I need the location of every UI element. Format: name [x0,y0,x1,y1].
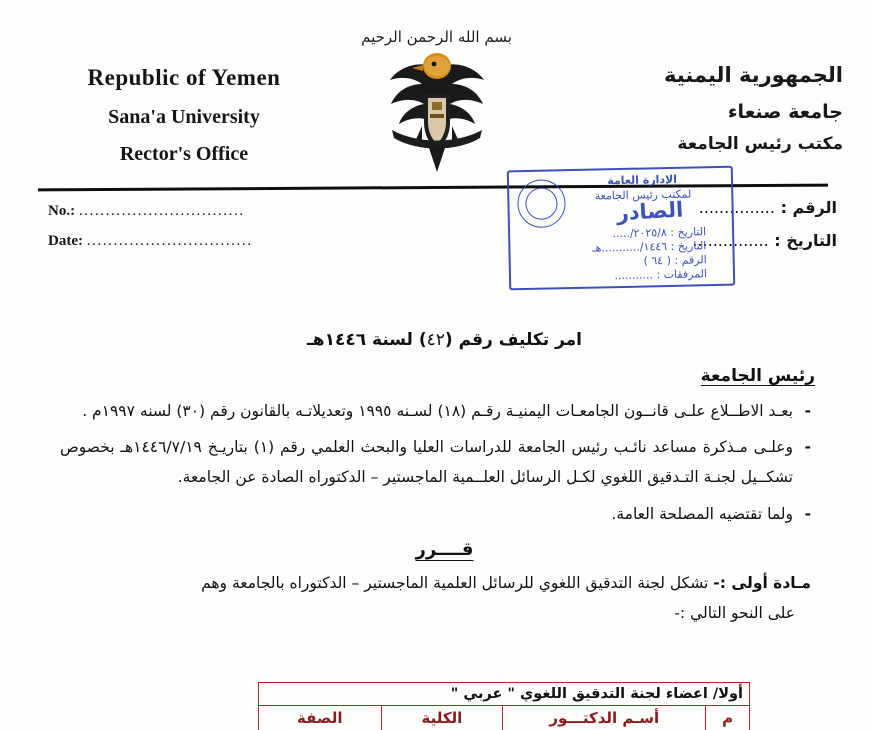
order-title [60,330,829,350]
table-caption: أولا/ اعضاء لجنة التدقيق اللغوي " عربي " [259,683,750,706]
table-header-role: الصفة [259,706,382,730]
date-field-row [48,226,253,256]
stamp-attachments: المرفقات : ........... [614,267,708,283]
date-label-ar: التاريخ : [774,230,837,250]
no-date-block-en [48,196,253,256]
rector-heading: رئيس الجامعة [700,366,815,386]
clause-item: - وعلـى مـذكرة مساعد نائـب رئيس الجامعة للدراسات العليا والبحث العلمي رقم (١) بتاريـخ ١٤٤٦/٧/١٩هـ بخصوص تشكــيل لجنـة التـدقيق اللغوي لكـل الرسائل العلــمية الماجستير – الدكتوراه الصادة عن الجامعة. [60,432,811,492]
stamp-number: الرقم : ( ٦٤ ) [643,253,707,268]
no-field-row [48,196,253,226]
article-one-text-cont: على النحو التالي :- [674,604,795,623]
arabic-header-block [543,58,843,159]
stamp-date-gregorian: التاريخ : ٢٠٢٥/٨/..... [612,225,707,241]
eagle-emblem-svg [362,26,512,176]
article-one-text: تشكل لجنة التدقيق اللغوي للرسائل العلمية الماجستير – الدكتوراه بالجامعة وهم [201,573,709,592]
clauses-list [60,396,829,529]
table-caption-row [259,683,750,706]
table-header-index: م [706,706,750,730]
clause-item: - بعـد الاطــلاع علـى قانــون الجامعـات اليمنيـة رقـم (١٨) لسـنه ١٩٩٥ وتعديلاتـه بالقانون رقم (٣٠) لسنه ١٩٩٧م . [60,396,811,426]
official-stamp [507,166,735,291]
header-university-ar: جامعة صنعاء [727,100,843,123]
decision-heading: قــــرر [415,538,474,560]
date-value: ............................... [86,233,253,249]
header-office-ar: مكتب رئيس الجامعة [677,133,843,154]
clause-item: - ولما تقتضيه المصلحة العامة. [60,499,811,529]
stamp-title: الإدارة العامة [607,172,678,188]
order-number: ٤٢ [426,330,445,349]
no-value: ............................... [78,203,245,219]
table-header-name: أسـم الدكتـــور [503,706,706,730]
header-republic-en: Republic of Yemen [87,65,281,90]
date-value-ar: ............... [692,230,769,250]
yemen-eagle-emblem-icon [362,26,512,176]
header-republic-ar: الجمهورية اليمنية [664,63,843,87]
no-label-ar: الرقم : [780,198,837,217]
basmala-text: بسم الله الرحمن الرحيم [361,28,512,46]
article-one-label: مـادة أولى :- [713,573,811,592]
order-title-prefix: امر تكليف رقم ( [444,330,583,350]
date-label: Date: [48,233,83,249]
table-header-row [259,706,750,730]
header-university-en: Sana'a University [108,105,260,128]
no-label: No.: [48,203,76,219]
table-header-college: الكلية [381,706,503,730]
no-value-ar: ............... [698,198,775,217]
stamp-date-hijri: التاريخ : ١٤٤٦/...........هـ [592,239,707,255]
stamp-seal-icon [517,179,566,228]
document-body [60,330,829,628]
committee-table [258,682,750,730]
stamp-subtitle: لمكتب رئيس الجامعة [594,187,692,203]
stamp-outgoing-label: الصادر [616,197,685,226]
order-title-suffix: ) لسنة ١٤٤٦هـ [306,330,427,350]
article-one [60,568,829,628]
english-header-block [34,60,334,170]
header-office-en: Rector's Office [119,142,249,165]
